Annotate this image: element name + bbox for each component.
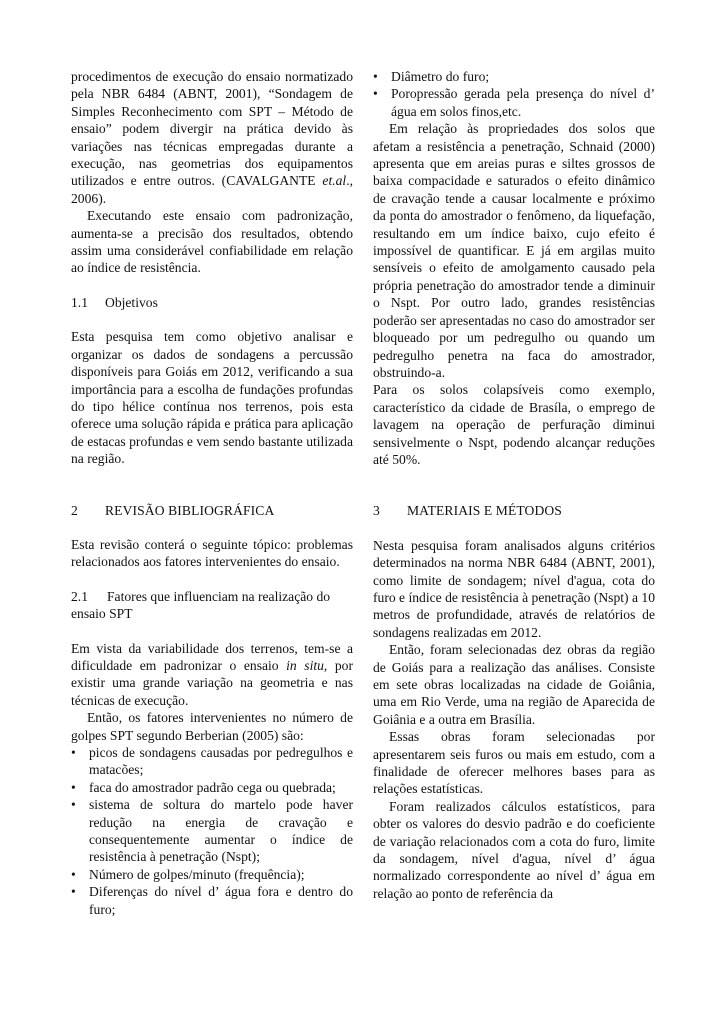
paragraph-review-intro: Esta revisão conterá o seguinte tópico: problemas relacionados aos fatores intervenientes do ensaio. — [71, 536, 353, 570]
bullet-icon: • — [71, 866, 76, 882]
bullet-icon: • — [373, 69, 378, 84]
bullet-icon: • — [71, 884, 76, 900]
paragraph-soil-properties: Em relação às propriedades dos solos que afetam a resistência a penetração, Schnaid (2000) apresenta que em areias puras e siltes grossos de baixa compacidade e saturados o efeito dinâmico de cravação tende a causar localmente e próximo da ponta do amostrador o fenômeno, da liquefação, resultando em um índice baixo, cujo efeito é impossível de quantificar. E já em argilas muito sensíveis o efeito de amolgamento causado pela própria penetração do amostrador tende a diminuir o Nspt. Por outro lado, grandes resistências poderão ser apresentadas no caso do amostrador ser bloqueado por um pedregulho ou quando um pedregulho penetra na faca do amostrador, obstruindo-a. — [373, 121, 655, 380]
section-heading-materiais: 3 MATERIAIS E MÉTODOS — [373, 503, 562, 519]
paragraph-standardization: Executando este ensaio com padronização, aumenta-se a precisão dos resultados, obtendo assim uma considerável confiabilidade em relação ao índice de resistência. — [71, 208, 353, 276]
paragraph-variability: Em vista da variabilidade dos terrenos, tem-se a dificuldade em padronizar o ensaio in situ, por existir uma grande variação na geometria e nas técnicas de execução. — [71, 640, 353, 708]
paragraph-statistics: Foram realizados cálculos estatísticos, para obter os valores do desvio padrão e do coeficiente de variação relacionados com a cota do furo, limite da sondagem, nível d'agua, nível d’ água normalizado correspondente ao nível d’ água em relação ao ponto de referência da — [373, 798, 655, 901]
list-item: • sistema de soltura do martelo pode haver redução na energia de cravação e consequentemente aumentar o índice de resistência à penetração (Nspt); — [71, 797, 353, 865]
factors-list — [71, 744, 353, 918]
right-column — [373, 68, 655, 902]
list-item: • picos de sondagens causadas por pedregulhos e matacões; — [71, 745, 353, 778]
bullet-icon: • — [71, 797, 76, 813]
bullet-icon: • — [71, 779, 76, 795]
section-heading-revisao: 2 REVISÃO BIBLIOGRÁFICA — [71, 502, 275, 518]
bullet-icon: • — [373, 86, 378, 102]
paragraph-selected-works: Então, foram selecionadas dez obras da região de Goiás para a realização das análises. Consiste em sete obras localizadas na cidade de Goiânia, uma em Rio Verde, uma na região de Aparecida de Goiânia e a outra em Brasília. — [373, 642, 655, 727]
paragraph-selection-reason: Essas obras foram selecionadas por apresentarem seis furos ou mais em estudo, com a finalidade de oferecer melhores bases para as relações estatísticas. — [373, 729, 655, 797]
left-column — [71, 68, 353, 918]
section-heading-fatores: 2.1 Fatores que influenciam na realização do ensaio SPT — [71, 588, 331, 622]
list-item: • Poropressão gerada pela presença do nível d’ água em solos finos,etc. — [373, 86, 655, 119]
paragraph-objective: Esta pesquisa tem como objetivo analisar e organizar os dados de sondagens a percussão disponíveis para Goiás em 2012, verificando a sua importância para a escolha de fundações profundas do tipo hélice contínua nos terrenos, pois esta oferece uma solução rápida e prática para aplicação de estacas profundas e vem sendo bastante utilizada na região. — [71, 329, 353, 467]
paragraph-criteria: Nesta pesquisa foram analisados alguns critérios determinados na norma NBR 6484 (ABNT, 2001), como limite de sondagem; nível d'agua, cota do furo e índice de resistência à penetração (Nspt) a 10 metros de profundidade, através de relatórios de sondagens realizadas em 2012. — [373, 537, 655, 640]
list-item: • Diferenças do nível d’ água fora e dentro do furo; — [71, 884, 353, 917]
list-item: • Diâmetro do furo; — [373, 69, 490, 84]
list-item: • Número de golpes/minuto (frequência); — [71, 866, 305, 882]
factors-list-continued — [373, 68, 655, 120]
paragraph-continuation: procedimentos de execução do ensaio normatizado pela NBR 6484 (ABNT, 2001), “Sondagem de Simples Reconhecimento com SPT – Método de ensaio” podem divergir na prática devido às variações nas técnicas empregadas durante a execução, nas geometrias dos equipamentos utilizados e entre outros. (CAVALGANTE et.al., 2006). — [71, 69, 353, 206]
list-item: • faca do amostrador padrão cega ou quebrada; — [71, 779, 336, 795]
bullet-icon: • — [71, 745, 76, 760]
paragraph-factors-intro: Então, os fatores intervenientes no número de golpes SPT segundo Berberian (2005) são: — [71, 710, 353, 743]
paragraph-collapsible-soils: Para os solos colapsíveis como exemplo, característico da cidade de Brasíla, o emprego de lavagem na operação de perfuração diminui sensivelmente o Nspt, podendo alcançar reduções até 50%. — [373, 382, 655, 467]
section-heading-objetivos: 1.1 Objetivos — [71, 294, 158, 310]
